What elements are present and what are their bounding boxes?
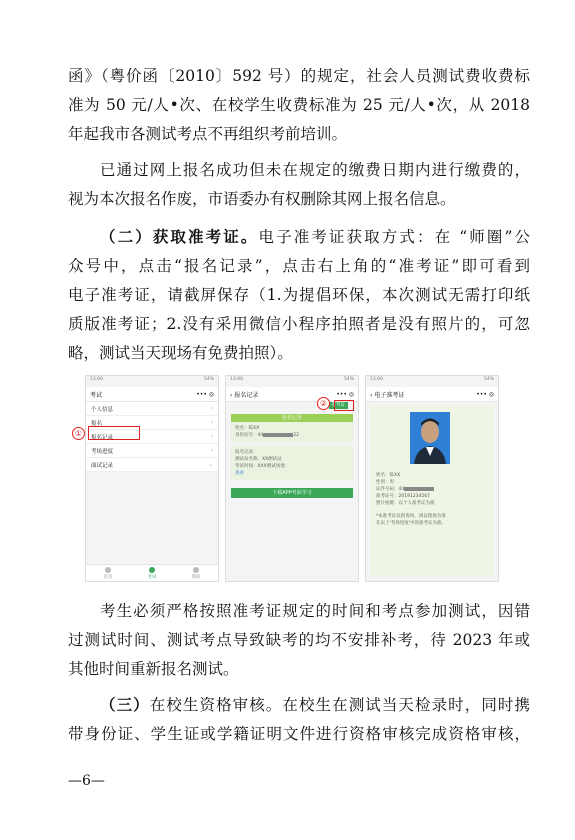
tab-bar [86,564,218,581]
info-line: 考试时间：XXX测试场地 [235,464,285,469]
text-line: 其他时间重新报名测试。 [68,660,239,678]
paragraph-attendance [68,597,530,684]
status-battery: 54% [203,377,214,382]
phone-screen-ticket [365,375,499,582]
name-line: 姓名：陈XX [235,426,260,431]
status-time: 13:00 [90,377,103,382]
menu-label: 面试记录 [91,462,114,469]
menu-label: 考场进度 [91,448,114,455]
page-number: —6— [68,773,105,789]
text-line: 已通过网上报名成功但未在规定的缴费日期内进行缴费的， [100,161,530,179]
card-title: 报名记录 [231,414,353,422]
chevron-right-icon: › [210,447,213,454]
status-battery: 54% [483,377,494,382]
ticket-info [376,472,446,527]
record-detail-card [231,446,353,480]
text-line: 准为 50 元/人•次、在校学生收费标准为 25 元/人•次，从 2018 [68,96,530,114]
menu-label: 个人信息 [91,406,114,413]
text-line: 年起我市各测试考点不再组织考前培训。 [68,125,348,143]
step-marker-2: ② [317,397,330,410]
screen-title: 电子准考证 [374,391,405,399]
ticket-card [370,406,494,576]
info-line: 性别：男 [376,480,394,485]
status-battery: 54% [343,377,354,382]
back-icon[interactable]: ‹ 电子准考证 [370,391,405,399]
menu-label: 报名记录 [91,434,114,441]
text-line: 函》（粤价函〔2010〕592 号）的规定，社会人员测试费收费标 [68,67,530,85]
tab-label: 首页 [103,574,113,580]
admission-ticket-button[interactable]: 准考证 [329,402,349,409]
id-label: 证件号码：44 [376,487,405,492]
user-icon [193,567,199,573]
text-line: 电子准考证，请截屏保存（1.为提倡环保，本次测试无需打印纸 [68,286,530,304]
tab-home[interactable] [104,567,113,580]
tab-exam[interactable] [148,567,157,580]
info-line [376,486,446,493]
text-line [68,690,530,720]
screen-header [366,387,498,402]
menu-item-interview[interactable] [86,458,218,472]
menu-item-progress[interactable] [86,444,218,458]
download-app-button[interactable]: 下载APP考前学习 [231,488,353,498]
paragraph-admission-ticket [68,222,530,368]
status-bar [226,376,358,387]
more-icon[interactable]: ••• ◎ [336,390,354,398]
text-line: 质版准考证；2.没有采用微信小程序拍照者是没有照片的，可忽 [68,315,530,333]
tab-label: 我的 [191,574,201,580]
home-icon [105,567,111,573]
text-line [68,222,530,252]
id-tail: 22 [293,433,299,438]
text-line: 过测试时间、测试考点导致缺考的均不安排补考，待 2023 年或 [68,631,530,649]
highlight-box [88,426,140,440]
status-bar [86,376,218,387]
screen-header [86,387,218,402]
paragraph-payment [68,156,530,214]
exam-icon [149,567,155,573]
tab-mine[interactable] [192,567,201,580]
tab-label: 考试 [147,574,157,580]
chevron-right-icon: › [210,433,213,440]
id-label: 身份证号：44 [235,433,264,438]
redaction-bar [404,487,434,491]
info-line: 照片拍摄：以个人准考证为准 [376,501,435,506]
note-line: 在以上'考场进度'中的准考证为准。 [376,521,446,526]
redaction-bar [263,433,293,437]
screen-title: 考试 [90,391,103,399]
more-icon[interactable]: ••• ◎ [476,390,494,398]
text-line: 众号中，点击“报名记录”，点击右上角的“准考证”即可看到 [68,257,530,275]
phone-screen-exam-menu [85,375,219,582]
status-bar [366,376,498,387]
phone-screen-records [225,375,359,582]
menu-label: 报名 [91,420,103,427]
status-time: 13:00 [230,377,243,382]
status-time: 13:00 [370,377,383,382]
section-heading: （二）获取准考证。 [100,227,259,246]
text-line: 考生必须严格按照准考证规定的时间和考点参加测试，因错 [100,602,530,620]
text-span: 电子准考证获取方式：在 “师圈”公 [258,228,530,246]
info-line: 测试站名称：XX测试站 [235,457,282,462]
text-line: 略，测试当天现场有免费拍照）。 [68,344,293,362]
step-marker-1: ① [72,427,85,440]
record-card [231,414,353,442]
back-icon[interactable]: ‹ 报名记录 [230,391,259,399]
candidate-photo [410,412,450,464]
section-heading: （三） [100,695,150,714]
highlight-box [334,400,354,411]
text-line: 视为本次报名作废，市语委办有权删除其网上报名信息。 [68,190,456,208]
screen-title: 报名记录 [234,391,259,399]
chevron-right-icon: › [210,419,213,426]
screenshot-panel [74,375,498,580]
id-line [235,432,349,439]
paragraph-student-review [68,690,530,749]
info-line: 报名记录： [235,450,258,455]
info-line: 准考证号：20191234567 [376,494,430,499]
chevron-right-icon: › [210,405,213,412]
info-line: 姓名：陈XX [376,473,401,478]
view-link[interactable]: 查看 [235,471,244,476]
more-icon[interactable]: ••• ◎ [196,390,214,398]
paragraph-fee [68,62,530,149]
note-line: *本准考证仅供查询，请以现场为准 [376,514,446,519]
chevron-down-icon: ⌄ [207,461,213,468]
text-span: 在校生资格审核。在校生在测试当天检录时，同时携 [149,696,530,714]
menu-item-personal[interactable] [86,402,218,416]
text-line: 带身份证、学生证或学籍证明文件进行资格审核完成资格审核， [68,725,530,743]
